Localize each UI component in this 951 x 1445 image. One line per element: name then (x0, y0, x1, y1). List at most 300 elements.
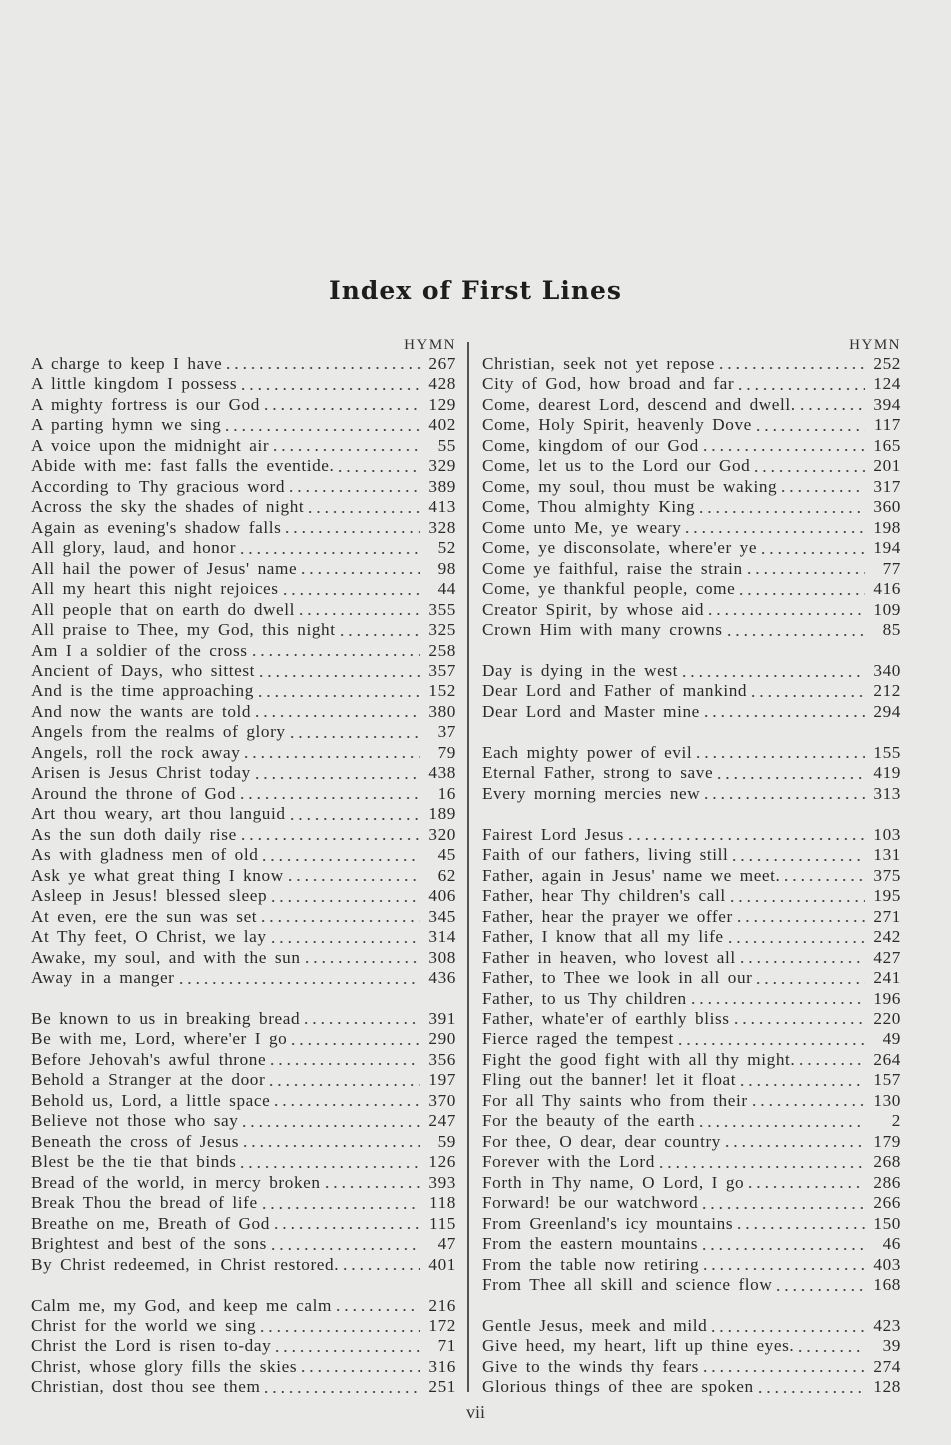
first-line-text: From the eastern mountains (482, 1234, 699, 1254)
dot-leader (700, 1198, 865, 1210)
first-line-text: As with gladness men of old (31, 845, 259, 865)
hymn-number: 130 (873, 1090, 901, 1110)
first-line-text: Beneath the cross of Jesus (31, 1131, 240, 1151)
dot-leader (694, 747, 865, 759)
hymn-number: 406 (428, 886, 456, 906)
index-entry (31, 1132, 456, 1152)
index-entry (31, 538, 456, 558)
hymn-number: 264 (873, 1049, 901, 1069)
hymn-number: 251 (428, 1377, 456, 1397)
first-line-text: A little kingdom I possess (31, 374, 238, 394)
hymn-number: 436 (428, 968, 456, 988)
section-gap (31, 1275, 456, 1295)
hymn-number: 220 (873, 1008, 901, 1028)
dot-leader (697, 1116, 865, 1128)
index-entry (482, 395, 901, 415)
first-line-text: Breathe on me, Breath of God (31, 1213, 270, 1233)
dot-leader (735, 911, 865, 923)
dot-leader (177, 973, 421, 985)
hymn-number: 241 (873, 968, 901, 988)
index-entry (31, 1377, 456, 1397)
hymn-number: 391 (428, 1008, 456, 1028)
dot-leader (224, 358, 420, 370)
hymn-number: 37 (437, 722, 456, 742)
dot-leader (269, 932, 420, 944)
hymn-number: 403 (873, 1254, 901, 1274)
first-line-text: Come, Holy Spirit, heavenly Dove (482, 415, 752, 435)
hymn-number: 198 (873, 517, 901, 537)
first-line-text: Come, Thou almighty King (482, 497, 696, 517)
first-line-text: At Thy feet, O Christ, we lay (31, 927, 267, 947)
dot-leader (269, 1239, 420, 1251)
hymn-number: 55 (437, 435, 456, 455)
index-entry (482, 538, 901, 558)
dot-leader (709, 1321, 865, 1333)
first-line-text: Father, hear Thy children's call (482, 886, 726, 906)
hymn-number: 258 (428, 640, 456, 660)
page-title: Index of First Lines (329, 276, 622, 305)
dot-leader (288, 809, 420, 821)
index-entry (482, 1357, 901, 1377)
first-line-text: Calm me, my God, and keep me calm (31, 1295, 332, 1315)
dot-leader (728, 891, 865, 903)
dot-leader (258, 1321, 420, 1333)
index-entry (482, 702, 901, 722)
first-line-text: Christ, whose glory fills the skies (31, 1356, 298, 1376)
first-line-text: Away in a manger (31, 968, 175, 988)
hymn-number: 438 (428, 763, 456, 783)
dot-leader (262, 1382, 420, 1394)
hymn-number: 157 (873, 1070, 901, 1090)
hymn-number: 194 (873, 538, 901, 558)
hymn-number: 117 (874, 415, 901, 435)
dot-leader (260, 850, 420, 862)
dot-leader (717, 358, 865, 370)
first-line-text: Come, let us to the Lord our God (482, 456, 751, 476)
hymn-number: 124 (873, 374, 901, 394)
dot-leader (796, 1341, 865, 1353)
first-line-text: Christ for the world we sing (31, 1316, 257, 1336)
hymn-number: 195 (873, 886, 901, 906)
index-entry (482, 682, 901, 702)
first-line-text: Gentle Jesus, meek and mild (482, 1316, 708, 1336)
hymn-column-header: HYMN (849, 337, 901, 353)
hymn-number: 216 (428, 1295, 456, 1315)
first-line-text: Christian, seek not yet repose (482, 353, 715, 373)
first-line-text: Ask ye what great thing I know (31, 865, 284, 885)
dot-leader (334, 1300, 420, 1312)
first-line-text: Faith of our fathers, living still (482, 845, 729, 865)
dot-leader (242, 747, 420, 759)
dot-leader (336, 461, 420, 473)
dot-leader (272, 1218, 420, 1230)
first-line-text: Come, ye thankful people, come (482, 579, 736, 599)
dot-leader (240, 1116, 420, 1128)
dot-leader (701, 440, 865, 452)
dot-leader (689, 993, 865, 1005)
first-line-text: Break Thou the bread of life (31, 1193, 258, 1213)
dot-leader (239, 829, 420, 841)
index-entry (31, 1214, 456, 1234)
page-number: vii (465, 1402, 485, 1422)
index-entry (482, 1377, 901, 1397)
index-entry (31, 1357, 456, 1377)
index-entry (31, 579, 456, 599)
index-column-right (482, 337, 901, 1398)
hymn-number: 380 (428, 701, 456, 721)
index-entry (31, 497, 456, 517)
index-entry (31, 1050, 456, 1070)
index-entry (482, 1091, 901, 1111)
first-line-text: Each mighty power of evil (482, 742, 693, 762)
first-line-text: Fierce raged the tempest (482, 1029, 674, 1049)
first-line-text: Angels, roll the rock away (31, 742, 241, 762)
index-entry (31, 436, 456, 456)
index-entry (31, 948, 456, 968)
first-line-text: Come ye faithful, raise the strain (482, 558, 743, 578)
index-entry (482, 1214, 901, 1234)
first-line-text: For the beauty of the earth (482, 1111, 696, 1131)
dot-leader (683, 522, 865, 534)
first-line-text: Eternal Father, strong to save (482, 763, 714, 783)
hymn-number: 313 (873, 783, 901, 803)
hymn-number: 416 (873, 579, 901, 599)
hymn-number: 39 (882, 1336, 901, 1356)
first-line-text: Father, to Thee we look in all our (482, 968, 753, 988)
hymn-number: 247 (428, 1111, 456, 1131)
index-entry (31, 1234, 456, 1254)
first-line-text: Come, ye disconsolate, where'er ye (482, 538, 758, 558)
hymn-number: 152 (428, 681, 456, 701)
first-line-text: For all Thy saints who from their (482, 1090, 748, 1110)
dot-leader (735, 1218, 865, 1230)
dot-leader (736, 379, 865, 391)
hymn-number: 126 (428, 1152, 456, 1172)
index-entry (31, 845, 456, 865)
hymn-number: 118 (429, 1193, 456, 1213)
dot-leader (750, 1095, 865, 1107)
index-entry (482, 620, 901, 640)
dot-leader (238, 788, 420, 800)
first-line-text: From Greenland's icy mountains (482, 1213, 734, 1233)
index-entry (482, 1029, 901, 1049)
index-entry (482, 661, 901, 681)
first-line-text: Brightest and best of the sons (31, 1234, 267, 1254)
index-entry (31, 1316, 456, 1336)
index-entry (31, 1009, 456, 1029)
index-entry (482, 497, 901, 517)
first-line-text: All glory, laud, and honor (31, 538, 237, 558)
section-gap (482, 1296, 901, 1316)
dot-leader (303, 952, 420, 964)
index-entry (482, 1009, 901, 1029)
dot-leader (257, 666, 420, 678)
dot-leader (273, 1341, 420, 1353)
dot-leader (323, 1177, 420, 1189)
hymn-number: 355 (428, 599, 456, 619)
hymn-number: 268 (873, 1152, 901, 1172)
first-line-text: All people that on earth do dwell (31, 599, 296, 619)
first-line-text: Day is dying in the west (482, 661, 679, 681)
hymn-number: 394 (873, 394, 901, 414)
first-line-text: Fling out the banner! let it float (482, 1070, 737, 1090)
hymn-number: 267 (428, 353, 456, 373)
dot-leader (256, 686, 420, 698)
hymn-number: 85 (882, 620, 901, 640)
index-entry (31, 866, 456, 886)
index-entry (482, 374, 901, 394)
dot-leader (250, 645, 420, 657)
index-entry (31, 518, 456, 538)
index-entry (482, 989, 901, 1009)
first-line-text: Forward! be our watchword (482, 1193, 699, 1213)
hymn-number: 401 (428, 1254, 456, 1274)
first-line-text: A parting hymn we sing (31, 415, 222, 435)
first-line-text: Creator Spirit, by whose aid (482, 599, 705, 619)
hymn-number: 196 (873, 988, 901, 1008)
hymn-number: 375 (873, 865, 901, 885)
first-line-text: Fairest Lord Jesus (482, 824, 624, 844)
hymn-number: 2 (891, 1111, 901, 1131)
dot-leader (267, 1075, 420, 1087)
column-divider (467, 342, 469, 1392)
dot-leader (797, 1054, 865, 1066)
dot-leader (754, 420, 865, 432)
hymn-number: 212 (873, 681, 901, 701)
first-line-text: Before Jehovah's awful throne (31, 1049, 267, 1069)
dot-leader (730, 850, 865, 862)
index-entry (482, 845, 901, 865)
hymn-number: 201 (873, 456, 901, 476)
hymn-number: 77 (882, 558, 901, 578)
hymn-number: 290 (428, 1029, 456, 1049)
hymn-number: 423 (873, 1316, 901, 1336)
first-line-text: Ancient of Days, who sittest (31, 661, 256, 681)
dot-leader (726, 932, 865, 944)
index-entry (31, 354, 456, 374)
first-line-text: Arisen is Jesus Christ today (31, 763, 251, 783)
dot-leader (626, 829, 865, 841)
dot-leader (268, 1054, 420, 1066)
dot-leader (223, 420, 420, 432)
first-line-text: Come unto Me, ye weary (482, 517, 682, 537)
index-entry (482, 1050, 901, 1070)
index-entry (31, 641, 456, 661)
section-gap (482, 722, 901, 742)
dot-leader (288, 727, 420, 739)
dot-leader (269, 891, 420, 903)
first-line-text: Around the throne of God (31, 783, 236, 803)
index-entry (482, 1255, 901, 1275)
dot-leader (723, 1136, 865, 1148)
dot-leader (754, 973, 865, 985)
hymn-number: 189 (428, 804, 456, 824)
dot-leader (725, 625, 865, 637)
first-line-text: Behold us, Lord, a little space (31, 1090, 271, 1110)
hymn-number: 49 (882, 1029, 901, 1049)
hymn-number: 314 (428, 927, 456, 947)
dot-leader (749, 686, 865, 698)
index-entry (31, 1337, 456, 1357)
index-entry (31, 702, 456, 722)
first-line-text: Forever with the Lord (482, 1152, 655, 1172)
dot-leader (302, 1013, 420, 1025)
first-line-text: Am I a soldier of the cross (31, 640, 248, 660)
index-entry (31, 1255, 456, 1275)
index-entry (31, 456, 456, 476)
dot-leader (289, 1034, 420, 1046)
hymn-number: 179 (873, 1131, 901, 1151)
index-entry (482, 825, 901, 845)
hymn-number: 329 (428, 456, 456, 476)
index-entry (31, 661, 456, 681)
index-entry (482, 948, 901, 968)
hymn-number: 360 (873, 497, 901, 517)
dot-leader (260, 1198, 420, 1210)
first-line-text: Every morning mercies new (482, 783, 701, 803)
index-entry (31, 1193, 456, 1213)
first-line-text: Come, my soul, thou must be waking (482, 476, 778, 496)
dot-leader (338, 625, 420, 637)
hymn-number: 168 (873, 1275, 901, 1295)
first-line-text: Father, hear the prayer we offer (482, 906, 733, 926)
index-entry (482, 763, 901, 783)
dot-leader (299, 563, 420, 575)
dot-leader (281, 584, 420, 596)
index-entry (482, 1316, 901, 1336)
dot-leader (238, 1157, 420, 1169)
dot-leader (702, 706, 865, 718)
dot-leader (657, 1157, 865, 1169)
dot-leader (286, 870, 420, 882)
dot-leader (782, 870, 865, 882)
hymn-number: 419 (873, 763, 901, 783)
first-line-text: Father, to us Thy children (482, 988, 687, 1008)
hymn-number: 286 (873, 1172, 901, 1192)
hymn-column-header: HYMN (404, 337, 456, 353)
index-entry (31, 763, 456, 783)
hymn-number: 46 (882, 1234, 901, 1254)
hymn-number: 109 (873, 599, 901, 619)
index-entry (482, 600, 901, 620)
index-entry (482, 436, 901, 456)
index-entry (482, 886, 901, 906)
hymn-number: 325 (428, 620, 456, 640)
first-line-text: All praise to Thee, my God, this night (31, 620, 336, 640)
index-entry (482, 1070, 901, 1090)
section-gap (482, 804, 901, 824)
first-line-text: Bread of the world, in mercy broken (31, 1172, 321, 1192)
index-entry (482, 1152, 901, 1172)
dot-leader (715, 768, 865, 780)
first-line-text: And now the wants are told (31, 701, 252, 721)
hymn-number: 62 (437, 865, 456, 885)
hymn-number: 266 (873, 1193, 901, 1213)
index-entry (482, 743, 901, 763)
index-entry (31, 804, 456, 824)
hymn-number: 356 (428, 1049, 456, 1069)
dot-leader (701, 1361, 865, 1373)
index-entry (31, 1091, 456, 1111)
index-entry (31, 784, 456, 804)
first-line-text: According to Thy gracious word (31, 476, 286, 496)
index-entry (482, 1275, 901, 1295)
dot-leader (746, 1177, 865, 1189)
first-line-text: Father, whate'er of earthly bliss (482, 1008, 730, 1028)
hymn-number: 271 (873, 906, 901, 926)
section-gap (31, 989, 456, 1009)
index-entry (31, 395, 456, 415)
hymn-number: 413 (428, 497, 456, 517)
first-line-text: Asleep in Jesus! blessed sleep (31, 886, 268, 906)
dot-leader (238, 543, 420, 555)
index-entry (482, 1111, 901, 1131)
dot-leader (738, 952, 865, 964)
first-line-text: Again as evening's shadow falls (31, 517, 282, 537)
index-entry (482, 415, 901, 435)
hymn-number: 52 (437, 538, 456, 558)
index-entry (31, 682, 456, 702)
first-line-text: Father, again in Jesus' name we meet. (482, 865, 781, 885)
first-line-text: For thee, O dear, dear country (482, 1131, 721, 1151)
index-entry (31, 886, 456, 906)
dot-leader (299, 1361, 420, 1373)
index-entry (482, 559, 901, 579)
index-entry (31, 415, 456, 435)
index-entry (31, 722, 456, 742)
first-line-text: Behold a Stranger at the door (31, 1070, 266, 1090)
hymn-number: 427 (873, 947, 901, 967)
hymn-number: 320 (428, 824, 456, 844)
index-entry (482, 477, 901, 497)
index-entry (31, 600, 456, 620)
first-line-text: A mighty fortress is our God (31, 394, 260, 414)
index-column-left (31, 337, 456, 1398)
index-entry (31, 927, 456, 947)
hymn-number: 79 (437, 742, 456, 762)
dot-leader (283, 522, 420, 534)
hymn-number: 294 (873, 701, 901, 721)
first-line-text: Christ the Lord is risen to-day (31, 1336, 272, 1356)
dot-leader (779, 481, 865, 493)
hymn-number: 316 (428, 1356, 456, 1376)
first-line-text: Believe not those who say (31, 1111, 239, 1131)
dot-leader (701, 1259, 865, 1271)
hymn-number: 128 (873, 1377, 901, 1397)
first-line-text: Be known to us in breaking bread (31, 1008, 301, 1028)
first-line-text: Angels from the realms of glory (31, 722, 286, 742)
dot-leader (676, 1034, 865, 1046)
dot-leader (774, 1280, 865, 1292)
first-line-text: Christian, dost thou see them (31, 1377, 261, 1397)
dot-leader (271, 440, 420, 452)
index-entry (482, 1337, 901, 1357)
dot-leader (287, 481, 420, 493)
dot-leader (706, 604, 865, 616)
hymn-number: 165 (873, 435, 901, 455)
index-entry (482, 354, 901, 374)
dot-leader (752, 461, 865, 473)
hymn-number: 172 (428, 1316, 456, 1336)
first-line-text: Awake, my soul, and with the sun (31, 947, 301, 967)
dot-leader (680, 666, 865, 678)
first-line-text: Blest be the tie that binds (31, 1152, 237, 1172)
dot-leader (262, 399, 420, 411)
dot-leader (253, 706, 420, 718)
first-line-text: Father in heaven, who lovest all (482, 947, 736, 967)
hymn-number: 402 (428, 415, 456, 435)
first-line-text: Be with me, Lord, where'er I go (31, 1029, 288, 1049)
